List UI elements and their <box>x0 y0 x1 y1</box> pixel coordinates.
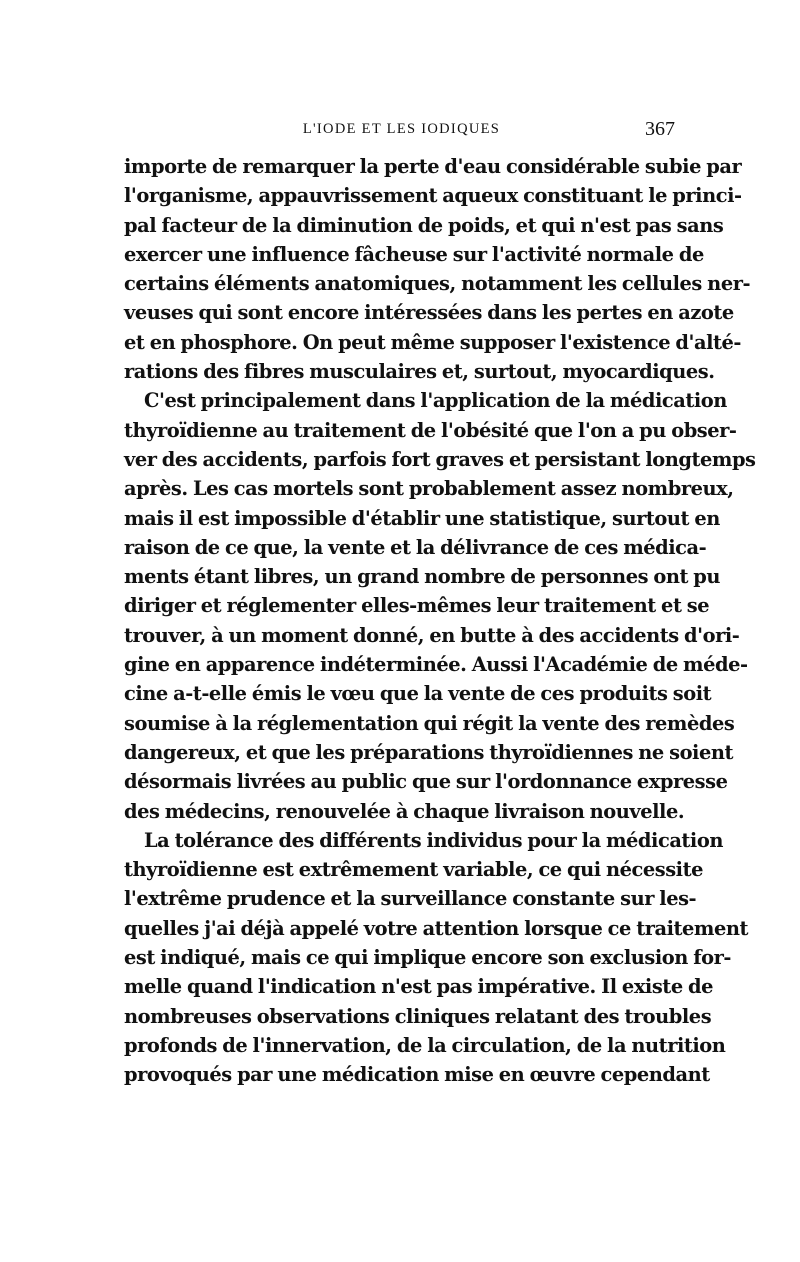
text-line: thyroïdienne au traitement de l'obésité que l'on a pu obser- <box>124 418 737 442</box>
text-line: et en phosphore. On peut même supposer l'existence d'alté- <box>124 330 742 354</box>
text-line: désormais livrées au public que sur l'ordonnance expresse <box>124 770 728 794</box>
text-line: exercer une influence fâcheuse sur l'activité normale de <box>124 242 704 266</box>
page-header <box>124 118 679 145</box>
text-line: trouver, à un moment donné, en butte à des accidents d'ori- <box>124 623 740 647</box>
text-line: rations des fibres musculaires et, surtout, myocardiques. <box>124 360 715 384</box>
text-line: importe de remarquer la perte d'eau considérable subie par <box>124 155 742 178</box>
text-line: pal facteur de la diminution de poids, et qui n'est pas sans <box>124 213 724 237</box>
paragraph-2 <box>124 386 756 825</box>
text-line: quelles j'ai déjà appelé votre attention lorsque ce traitement <box>124 916 749 940</box>
text-line: melle quand l'indication n'est pas impérative. Il existe de <box>124 975 713 999</box>
text-line: gine en apparence indéterminée. Aussi l'Académie de méde- <box>124 653 748 677</box>
text-line: l'extrême prudence et la surveillance constante sur les- <box>124 887 697 911</box>
text-line: provoqués par une médication mise en œuvre cependant <box>124 1063 710 1087</box>
text-line: cine a-t-elle émis le vœu que la vente de ces produits soit <box>124 682 712 706</box>
text-line: La tolérance des différents individus pour la médication <box>144 828 723 852</box>
text-line: profonds de l'innervation, de la circulation, de la nutrition <box>124 1033 726 1057</box>
text-line: diriger et réglementer elles-mêmes leur traitement et se <box>124 594 710 618</box>
text-line: ver des accidents, parfois fort graves et persistant longtemps <box>124 447 756 471</box>
text-line: nombreuses observations cliniques relatant des troubles <box>124 1004 712 1028</box>
text-line: est indiqué, mais ce qui implique encore son exclusion for- <box>124 946 731 970</box>
body-text <box>124 152 756 1090</box>
text-line: des médecins, renouvelée à chaque livraison nouvelle. <box>124 799 685 823</box>
text-line: thyroïdienne est extrêmement variable, ce qui nécessite <box>124 858 703 882</box>
text-line: C'est principalement dans l'application de la médication <box>144 389 727 413</box>
text-line: ments étant libres, un grand nombre de personnes ont pu <box>124 565 721 589</box>
text-line: l'organisme, appauvrissement aqueux constituant le princi- <box>124 184 742 208</box>
text-line: soumise à la réglementation qui régit la vente des remèdes <box>124 711 735 735</box>
paragraph-1 <box>124 152 751 386</box>
text-line: certains éléments anatomiques, notamment les cellules ner- <box>124 272 751 296</box>
paragraph-3 <box>124 826 749 1090</box>
text-line: dangereux, et que les préparations thyroïdiennes ne soient <box>124 740 734 764</box>
text-line: après. Les cas mortels sont probablement assez nombreux, <box>124 477 734 501</box>
text-line: mais il est impossible d'établir une statistique, surtout en <box>124 506 720 530</box>
running-title: L'IODE ET LES IODIQUES <box>302 121 501 137</box>
text-line: raison de ce que, la vente et la délivrance de ces médica- <box>124 535 707 559</box>
text-line: veuses qui sont encore intéressées dans les pertes en azote <box>124 301 734 325</box>
page-number: 367 <box>645 118 675 140</box>
